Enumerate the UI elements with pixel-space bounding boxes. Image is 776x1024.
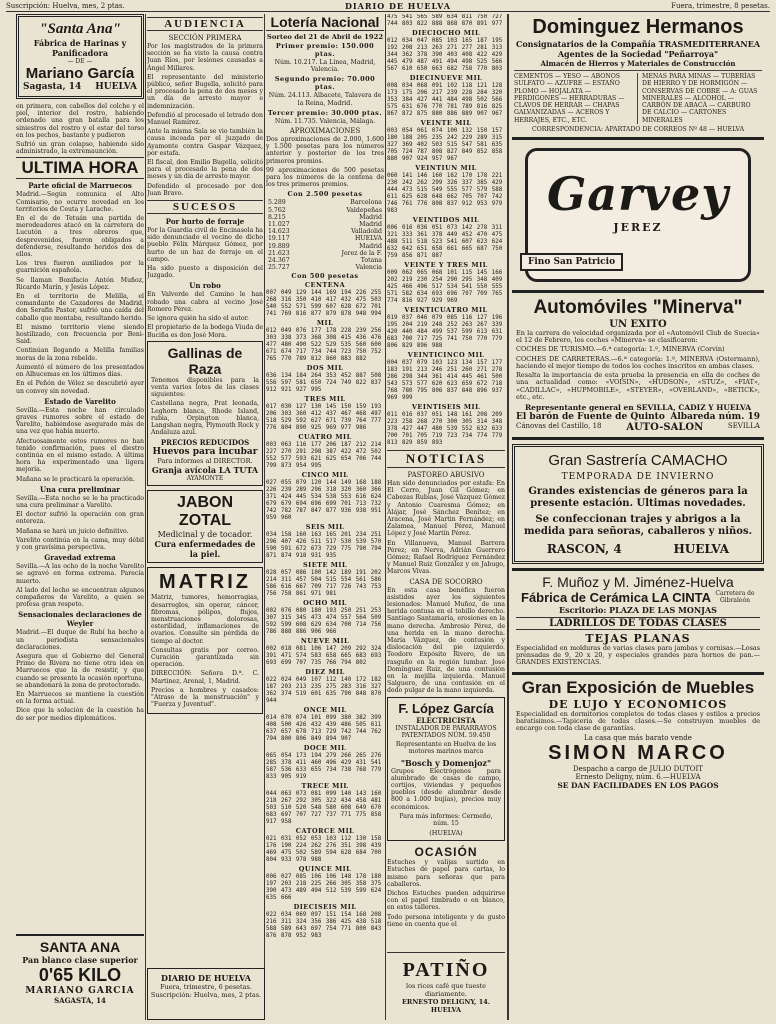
camacho-ad bbox=[512, 444, 764, 564]
ad-text: Medicinal y de tocador. bbox=[157, 530, 253, 540]
patino-title: PATIÑO bbox=[402, 959, 490, 981]
minerva-sub: UN EXITO bbox=[609, 319, 667, 331]
santa-ana-name: "Santa Ana" bbox=[39, 21, 121, 37]
audiencia-heading: AUDIENCIA bbox=[147, 17, 263, 31]
prize-row bbox=[266, 207, 384, 214]
number-group-heading: OCHO MIL bbox=[303, 599, 347, 608]
number-group-heading: ONCE MIL bbox=[303, 706, 347, 715]
running-head-left: Suscripción: Huelva, mes, 2 ptas. bbox=[6, 1, 125, 10]
article-text: Afectuosamente estos rumores no han tenido confirmación, pues el diestro continúa en el mismo estado. A última hora ha experimentado una ligera mejoría. bbox=[16, 437, 144, 474]
prize-number: 19.889 bbox=[268, 242, 290, 250]
article-text: En esta casa benéfica fueron asistidos ayer los siguientes lesionados: Manuel Muñoz, de una herida contusa en el tobillo derecho. Santiago Santamaría, erosiones en la mano derecha. Ambrosio Pérez, de una herida en la mano derecha. María Vázquez, de contusión y dislocación del pie izquierdo. Teodoro Expósito Rivero, de un rasguño en la región lumbar. José Domínguez Ruiz, de una contusión en la mejilla izquierda. Manuel Salguero, de una contusión en el dedo pulgar de la mano izquierda. bbox=[387, 586, 505, 695]
number-list: 014 070 074 101 099 380 382 399 408 500 426 432 439 486 505 611 637 657 678 713 729 742 744 762 794 800 806 849 894 907 bbox=[266, 715, 382, 743]
matriz-ad bbox=[147, 567, 263, 714]
article-text: Madrid.—Según comunica el Alto Comisario, no ocurre novedad en los territorios de Ceuta y Larache. bbox=[16, 191, 144, 213]
ad-text: ELECTRICISTA bbox=[416, 715, 476, 725]
prize-table bbox=[266, 199, 384, 271]
santa-ana-small-ad bbox=[16, 934, 144, 1020]
santa-ana-line1: Fábrica de Harinas y Panificadora bbox=[33, 38, 127, 58]
number-list: 044 063 073 081 099 140 143 160 218 267 292 305 322 434 458 481 503 510 520 548 580 608 649 670 683 697 707 727 737 771 775 858 917 958 bbox=[266, 791, 382, 826]
article-text: Sevilla.—A las ocho de la noche Varelito se agravó en forma extrema. Parecía muerto. bbox=[16, 563, 144, 585]
ad-text: Agentes de la Sociedad "Peñarroya" bbox=[557, 49, 719, 59]
article-text: Dos aproximaciones de 2.000, 1.600 y 1.500 pesetas para los números anterior y posterior de los tres primeros premios. bbox=[266, 136, 384, 165]
section-subtitle: SECCIÓN PRIMERA bbox=[168, 34, 242, 42]
number-list: 002 076 080 180 193 250 251 253 307 315 345 473 474 557 564 509 592 599 608 629 634 700 714 756 786 888 886 906 966 bbox=[266, 608, 382, 636]
article-text: Dice que la solución de la cuestión ha de ser por medios diplomáticos. bbox=[16, 707, 144, 722]
number-list: 012 034 047 085 103 165 187 195 192 208 213 263 271 277 281 313 344 362 378 390 403 408 422 429 445 479 487 491 494 498 525 566 567 610 650 663 682 758 770 803 bbox=[387, 38, 503, 72]
article-text: En el Peñón de Vélez se descubrió ayer un convoy sin novedad. bbox=[16, 380, 144, 395]
prize-detail: Núm. 10.217. La Línea, Madrid, Valencia. bbox=[274, 59, 376, 74]
prize-row bbox=[266, 243, 384, 250]
ad-text: COCHES DE TURISMO.—6.ª categoría: 1.º, MINERVA (Corvin) bbox=[516, 345, 725, 354]
column-rule bbox=[507, 14, 509, 1020]
number-list: 027 055 079 120 144 149 168 188 226 239 289 296 318 320 360 366 371 424 445 534 538 553 616 624 679 679 694 696 699 701 713 732 742 782 787 847 877 936 938 951 959 960 bbox=[266, 480, 382, 522]
ad-text: Cánovas del Castillo, 18 bbox=[516, 421, 602, 430]
number-list: 019 037 046 079 085 116 127 196 195 204 219 248 252 263 267 339 420 440 484 499 537 599 613 631 683 700 717 725 741 750 770 779 806 829 896 988 bbox=[387, 315, 503, 349]
ad-text: HUELVA bbox=[673, 541, 730, 556]
article-text: Mañana se le practicará la operación. bbox=[16, 475, 135, 483]
sucesos-heading: SUCESOS bbox=[147, 200, 263, 214]
number-list: 003 054 061 074 100 132 150 157 180 188 205 235 242 229 289 315 327 369 402 503 515 547 581 635 705 724 787 808 827 849 852 858 880 907 924 957 967 bbox=[387, 128, 503, 162]
santa-ana-small-name: SANTA ANA bbox=[39, 939, 121, 955]
garvey-sub: Fino San Patricio bbox=[520, 253, 623, 271]
column-5 bbox=[512, 14, 764, 1020]
article-text: Sevilla.—Esta noche se le ha practicado una cura preliminar a Varelito. bbox=[16, 494, 144, 509]
prize-group-heading: Con 500 pesetas bbox=[291, 272, 359, 281]
munoz-jimenez-ad bbox=[512, 568, 764, 675]
section-subtitle: Parte oficial de Marruecos bbox=[28, 181, 132, 191]
sorteo-date: Sorteo del 21 de Abril de 1922 bbox=[266, 33, 384, 41]
muebles-ad bbox=[512, 675, 764, 794]
section-subtitle: Estado de Varelito bbox=[44, 396, 116, 406]
prize-number: 5.762 bbox=[268, 206, 286, 214]
prize-row bbox=[266, 235, 384, 242]
number-list: 007 049 129 144 169 194 226 255 268 316 350 410 417 432 475 503 540 552 571 599 607 628 672 701 741 769 816 877 879 878 948 994 bbox=[266, 290, 382, 318]
ad-text: Albareda núm. 19 bbox=[670, 411, 760, 422]
garvey-city: JEREZ bbox=[613, 221, 663, 235]
column-4 bbox=[387, 14, 505, 1020]
section-subtitle: PASTOREO ABUSIVO bbox=[407, 471, 485, 479]
dominguez-ad bbox=[512, 14, 764, 140]
ad-text: El barón de Fuente de Quinto bbox=[516, 411, 665, 422]
prize-place: Barcelona bbox=[350, 199, 382, 207]
article-text: El propietario de la bodega Viuda de Buciña es don José Mora. bbox=[147, 324, 263, 339]
ad-text: Carretera de Gibraleón bbox=[715, 590, 755, 605]
ad-text: TEJAS PLANAS bbox=[585, 631, 691, 645]
running-head-right: Fuera, trimestre, 8 pesetas. bbox=[671, 1, 770, 10]
number-group-heading: VEINTICUATRO MIL bbox=[404, 306, 488, 314]
number-list: 022 034 069 097 151 154 168 208 216 311 324 356 386 425 438 518 588 589 643 697 754 771 800 843 876 878 952 983 bbox=[266, 912, 382, 940]
article-text: En Villanueva, Manuel Barrera Pérez; en Nerva, Adrián Guerrero Gómez; Rafael Rodríguez Fernández y Manuel Ruiz González y en Jabugo, Marcos Vivas. bbox=[387, 539, 505, 576]
ultima-hora-heading: ULTIMA HORA bbox=[16, 157, 144, 179]
diario-line2: Suscripción: Huelva, mes, 2 ptas. bbox=[150, 991, 262, 999]
ad-text: (HUELVA) bbox=[429, 829, 463, 838]
prize-place: Madrid bbox=[359, 242, 382, 250]
number-list: 036 134 184 264 353 452 887 508 556 597 581 650 724 749 822 837 912 921 927 995 bbox=[266, 373, 382, 394]
number-list: 022 024 049 107 112 140 172 182 187 203 213 235 275 283 316 327 362 374 519 601 635 790 848 870 944 bbox=[266, 677, 382, 705]
santa-ana-de: — DE — bbox=[67, 58, 93, 65]
number-list: 006 016 036 051 073 142 278 311 321 333 361 378 449 452 470 475 488 511 518 523 541 607 623 624 632 642 651 658 661 665 687 750 759 856 871 887 bbox=[387, 225, 503, 259]
prize-row bbox=[266, 250, 384, 257]
article-text: Aumentó el número de los presentados en Alhucemas en los últimos días. bbox=[16, 363, 144, 379]
article-text: Por los magistrados de la primera sección se ha visto la causa contra Juan Ríos, por lesiones causadas a Ángel Millares. bbox=[147, 43, 263, 72]
number-group-heading: VEINTE MIL bbox=[420, 119, 472, 127]
article-text: Al lado del lecho se encuentran algunos compañeros de Varelito, a quien se profesa gran respeto. bbox=[16, 586, 144, 609]
article-text: El doctor sufrió la operación con gran entereza. bbox=[16, 511, 144, 526]
ad-text: MENAS PARA MINAS — TUBERÍAS DE HIERRO Y DE HORMIGÓN — CONSERVAS DE COBRE — A: GUAS MINERALES — ALCOHOL — CARBÓN DE ABACÁ — CARBURO DE CALCIO — CARTONES MINERALES bbox=[642, 73, 758, 124]
ad-text: Despacho a cargo de JULIO DUTOIT bbox=[573, 765, 703, 774]
ad-text: SE DAN FACILIDADES EN LOS PAGOS bbox=[557, 781, 719, 791]
ad-text: Huevos para incubar bbox=[152, 447, 258, 458]
simon-title: SIMON MARCO bbox=[548, 742, 728, 765]
number-group-heading: CUATRO MIL bbox=[298, 433, 352, 442]
ad-text: Consultas gratis por correo. Curación garantizada sin operación. bbox=[151, 646, 259, 669]
number-list: 002 018 081 106 147 209 292 324 391 471 574 583 658 665 683 693 693 699 707 735 766 794 802 bbox=[266, 646, 382, 667]
ad-text: DIRECCIÓN: Señora D.ª. C. Martinez, Arenal, 1, Madrid. bbox=[151, 670, 259, 685]
article-text: 99 aproximaciones de 500 pesetas para los números de la centena de los tres primeros premios. bbox=[266, 166, 384, 189]
article-text: El fiscal, don Emilio Bugella, solicitó para el procesado la pena de dos meses y un día de arresto mayor. bbox=[147, 159, 263, 181]
ad-text: Matriz, tumores, hemorragias, desarreglos, sin operar, cáncer, fibromas, pólipos, flujos, menstruaciones dolorosas, esterilidad, inflamaciones de ovarios. Consulte sin pérdida de tiempo al doctor. bbox=[151, 594, 259, 645]
ad-text: ERNESTO DELIGNY, 14. HUELVA bbox=[401, 998, 491, 1014]
ad-text: La casa que más barato vende bbox=[584, 734, 692, 743]
number-group-heading: MIL bbox=[316, 319, 334, 328]
article-text: Han sido denunciados por estafa: En El Cerro, Juan Gil Gómez; en Cabezas Rubias, José Vázquez Gómez y Antonio Cuaresma Gómez; en Alájar, José Sánchez Benítez; en Aracena, José Martin Fernández; en Zalamea, Manuel Pérez, Manuel López y José Martín Pérez. bbox=[387, 480, 505, 538]
santa-ana-small-line1: Pan blanco clase superior bbox=[22, 955, 138, 965]
ad-text: Precios a hombres y casados: "Atraso de la menstruación" y "Fuerza y Juventud". bbox=[151, 686, 259, 709]
ocasion-title: OCASIÓN bbox=[414, 845, 478, 860]
article-text: en primera, con cabellos del colche y el piel, interior del rostro, habiendo ordenado una gran batalla para los siniestros del rostro y el estar del torso en los pechos, bastante y pudieron bbox=[16, 103, 144, 139]
ad-text: Para más informes: Cermeño, núm. 15 bbox=[399, 812, 493, 827]
prize-row bbox=[266, 221, 384, 228]
garvey-label bbox=[525, 148, 751, 282]
section-subtitle: Un robo bbox=[189, 281, 221, 291]
ad-text: Consignatarios de la Compañía TRASMEDITERRANEA bbox=[515, 39, 761, 49]
munoz-title: F. Muñoz y M. Jiménez-Huelva bbox=[542, 573, 734, 590]
ad-text: Escritorio: PLAZA DE LAS MONJAS bbox=[559, 604, 717, 615]
prize-place: Valencia bbox=[355, 264, 382, 272]
number-group-heading: DIEZ MIL bbox=[305, 668, 345, 677]
santa-ana-address: Sagasta, 14 bbox=[23, 82, 82, 92]
garvey-ad bbox=[512, 140, 764, 293]
ad-text: AYAMONTE bbox=[186, 475, 224, 483]
section-subtitle: Una cura preliminar bbox=[40, 484, 120, 494]
article-text: Defendido el procesado por don Juan Bravo. bbox=[147, 182, 263, 197]
ad-text: Almacén de Hierros y Materiales de Construcción bbox=[540, 59, 736, 68]
santa-ana-ad bbox=[16, 14, 144, 99]
ad-text: CORRESPONDENCIA: APARTADO DE CORREOS Nº 48 — HUELVA bbox=[531, 126, 745, 134]
ad-text: Para informes al DIRECTOR. bbox=[157, 457, 253, 466]
number-group-heading: DIECISEIS MIL bbox=[293, 903, 357, 912]
jabon-ad bbox=[147, 490, 263, 563]
number-group-heading: DOCE MIL bbox=[303, 744, 347, 753]
prize-row bbox=[266, 228, 384, 235]
column-2 bbox=[147, 14, 263, 1020]
matriz-title: MATRIZ bbox=[158, 571, 252, 594]
article-text: Madrid.—El duque de Rubí ha hecho a un periodista sensacionales declaraciones. bbox=[16, 629, 144, 651]
article-text: Mañana se hará un juicio definitivo. bbox=[16, 527, 129, 535]
article-text: Sevilla.—Esta noche han circulado graves rumores sobre el estado de Varelito, habiéndose asegurado más de una vez que había muerto. bbox=[16, 406, 144, 436]
number-group-heading: CENTENA bbox=[304, 281, 346, 290]
dominguez-title: Dominguez Hermanos bbox=[532, 16, 744, 38]
number-group-heading: VEINTIDOS MIL bbox=[412, 216, 480, 224]
ad-text: PRECIOS REDUCIDOS bbox=[160, 438, 250, 448]
ad-text: Estuches y valijas surtido en Estuches de papel para cartas, lo mismo para señoras que para caballeros. bbox=[387, 859, 505, 888]
number-list: 475 541 565 589 634 811 750 727 744 803 822 888 868 870 891 977 bbox=[387, 14, 503, 27]
ad-text: Grandes existencias de géneros para la presente estación. Ultimas novedades. bbox=[528, 485, 748, 509]
number-list: 009 062 065 068 101 115 145 166 202 219 230 254 290 295 348 409 425 466 496 517 534 541 550 555 571 582 634 693 696 707 709 765 774 816 927 929 969 bbox=[387, 270, 503, 304]
prize-number: 25.727 bbox=[268, 264, 290, 272]
ocasion-ad bbox=[387, 845, 505, 928]
article-text: Asegura que el Gobierno del General Primo de Rivera no tiene otra idea en Marruecos que la de resistir, y que cuando se presente la ocasión oportuna, se abandonará la zona de protectorado. bbox=[16, 652, 144, 689]
camacho-title: Gran Sastrería CAMACHO bbox=[548, 451, 728, 469]
muebles-sub: DE LUJO Y ECONOMICOS bbox=[548, 697, 728, 711]
article-text: En el de de Tetuán una partida de merodeadores atacó en la carretera de Lucutón a tres obreros que, desprevenidos, fueron obligados a defenderse, resultando heridos dos de ellos. bbox=[16, 215, 144, 259]
ad-text: los rices café que tueste diariamente. bbox=[405, 982, 486, 998]
ad-text: Dichos Estuches pueden adquirirse con el papel timbrado o en blanco, en estos talleres. bbox=[387, 889, 505, 912]
second-prize: Segundo premio: 70.000 ptas. bbox=[274, 75, 376, 92]
prize-row bbox=[266, 257, 384, 264]
number-group-heading: VEINTISEIS MIL bbox=[411, 403, 481, 411]
prize-row bbox=[266, 199, 384, 206]
running-head bbox=[6, 0, 770, 12]
column-rule bbox=[264, 14, 265, 1020]
munoz-fabrica: Fábrica de Cerámica LA CINTA bbox=[521, 589, 711, 605]
number-group-heading: VEINTIUN MIL bbox=[415, 164, 477, 172]
ad-text: Especialidad en molduras de varias clases para jambas y cornisas.—Losas prensadas de 9, 20 x 20, y especiales grandes para hornos de pan.—GRANDES EXISTENCIAS. bbox=[516, 643, 760, 667]
section-subtitle: Por hurto de forraje bbox=[165, 217, 245, 227]
prize-place: Valdepeñas bbox=[346, 206, 382, 214]
number-group-heading: SIETE MIL bbox=[302, 561, 348, 570]
prize-number: 19.117 bbox=[268, 235, 290, 243]
minerva-title: Automóviles "Minerva" bbox=[533, 297, 743, 319]
article-text: Por la Guardia civil de Encinasola ha sido denunciado el vecino de dicho pueblo Félix Márquez Gómez, por hurto de un haz de forraje en el campo. bbox=[147, 227, 263, 263]
ad-text: En la carrera de velocidad organizada por el «Automóvil Club de Suecia» el 12 de Febrero, los coches «Minerva» se clasificaron: bbox=[516, 329, 760, 345]
article-text: Los tres fueron auxiliados por la guarnición española. bbox=[16, 260, 144, 275]
prize-detail: Núm. 24.113. Albacete, Talavera de la Reina, Madrid. bbox=[268, 92, 382, 107]
prize-detail: Núm. 11.735. Valencia, Málaga. bbox=[274, 117, 376, 125]
number-list: 003 063 116 177 206 187 212 214 227 270 291 298 387 422 472 502 552 577 593 621 625 654 706 744 799 873 954 995 bbox=[266, 442, 382, 470]
ad-text: Especialidad en dormitorios completos de todas clases y estilos a precios baratísimos.—Tapicería de todas clases.—Se construyen muebles de encargo con toda clase de garantías. bbox=[516, 709, 760, 732]
ad-text: LADRILLOS DE TODAS CLASES bbox=[516, 617, 760, 630]
column-1 bbox=[16, 14, 144, 1020]
number-group-heading: VEINTE Y TRES MIL bbox=[404, 261, 488, 269]
running-head-title: DIARIO DE HUELVA bbox=[344, 0, 451, 11]
diario-line1: Fuera, trimestre, 6 pesetas. bbox=[160, 983, 252, 991]
ad-text: Ernesto Deligny, núm. 6.—HUELVA bbox=[575, 773, 701, 782]
diario-subscription-box bbox=[147, 968, 265, 1020]
third-prize: Tercer premio: 30.000 ptas. bbox=[267, 108, 383, 117]
number-group-heading: QUINCE MIL bbox=[298, 865, 352, 874]
ad-text: Grupos Electrógenos para alumbrado de casas de campo, cortijos, viviendas y pequeños pueblos (desde alumbrar desde 800 a 1.000 bujías), precios muy económicos. bbox=[391, 767, 501, 811]
article-text: En el territorio de Melilla, el comandante de Cazadores de Madrid, don Serafin Pastor, sufrió una caída del caballo que montaba, resultando herido. bbox=[16, 293, 144, 322]
article-text: El representante del ministerio público, señor Bugella, solicitó para el procesado la pena de dos meses y un día de arresto mayor e indemnización. bbox=[147, 73, 263, 110]
number-list: 008 034 068 091 102 118 121 128 173 175 206 217 239 228 284 320 353 384 427 441 484 498 502 566 575 631 676 770 781 789 816 825 867 872 875 880 886 889 907 967 bbox=[387, 83, 503, 117]
number-list: 012 049 076 177 178 228 239 256 303 338 373 368 308 415 436 476 477 480 490 522 529 535 560 600 671 674 717 734 744 723 750 752 765 770 789 812 860 883 882 bbox=[266, 328, 382, 363]
prize-number: 8.215 bbox=[268, 213, 286, 221]
ad-text: Granja avícola LA TUTA bbox=[151, 465, 259, 476]
prize-number: 21.623 bbox=[268, 249, 290, 257]
prize-number: 24.367 bbox=[268, 257, 290, 265]
prize-row bbox=[266, 264, 384, 271]
minerva-ad bbox=[512, 293, 764, 440]
number-list: 065 054 173 194 279 266 265 276 285 378 411 460 496 429 431 541 587 536 633 655 734 738 768 779 833 905 919 bbox=[266, 753, 382, 781]
prize-place: Totana bbox=[360, 257, 382, 265]
ad-text: INSTALADOR DE PARARRAYOS PATENTADOS NÚM. 59.450 bbox=[395, 724, 497, 739]
prize-group-heading: Con 2.500 pesetas bbox=[287, 190, 363, 199]
ad-text: Resalta la importancia de esta prueba la presencia en ella de coches de una actualidad como: «VOISIN», «HUDSON», «STUZ», «FIAT», «CADILLAC», «HUPMOBILE», «STEYER», «OVERLAND», «BETICK», etc., etc. bbox=[516, 371, 760, 401]
number-group-heading: DIECINUEVE MIL bbox=[409, 74, 483, 82]
number-list: 017 030 127 130 145 150 159 193 206 303 360 412 437 467 468 497 518 529 592 627 671 739 764 777 776 804 890 925 969 977 986 bbox=[266, 404, 382, 432]
diario-title: DIARIO DE HUELVA bbox=[161, 973, 251, 983]
article-text: Defendió al procesado el letrado don Manuel Ramírez. bbox=[147, 111, 263, 127]
prize-place: Madrid bbox=[359, 213, 382, 221]
santa-ana-owner: Mariano García bbox=[25, 65, 135, 82]
ad-text: "Bosch y Domenjoz" bbox=[400, 757, 492, 768]
ad-text: Todo persona inteligente y de gusto tiene en cuenta que el bbox=[387, 913, 505, 928]
lopez-title: F. López García bbox=[398, 700, 494, 716]
noticias-heading: NOTICIAS bbox=[387, 450, 505, 468]
number-list: 004 037 079 103 123 134 157 177 183 191 213 246 251 260 271 278 286 298 344 361 414 445 461 500 543 573 577 620 623 659 672 718 768 780 795 806 837 848 896 937 969 999 bbox=[387, 360, 503, 401]
article-text: Se llaman Bonifacio Antón Muñoz, Ricardo Marín, y Jesús López. bbox=[16, 276, 144, 291]
ad-text: Castellana negra, Prat leonada, Leghorn blanca, Rhode Island, rubia, Orpington blanca, Langshan negra, Plymouth Rock y Andaluza azul. bbox=[151, 400, 259, 437]
first-prize: Primer premio: 150.000 ptas. bbox=[275, 42, 375, 58]
number-group-heading: DIECIOCHO MIL bbox=[411, 29, 481, 37]
article-text: Continúan llegando a Melilla familias moras de la zona rebelde. bbox=[16, 347, 144, 362]
santa-ana-small-owner: MARIANO GARCIA bbox=[25, 986, 135, 996]
prize-number: 11.027 bbox=[268, 221, 290, 229]
article-text: En Valverde del Camino le han robado una cabra al vecino José Romero Pérez. bbox=[147, 291, 263, 313]
article-text: Sufrió un gran colapso, habiendo sido administrado, la extremaunción. bbox=[16, 141, 144, 156]
number-list: 028 057 086 100 142 189 191 202 214 311 457 504 515 554 561 586 586 616 667 709 717 726 743 753 756 758 861 971 981 bbox=[266, 570, 382, 598]
number-group-heading: DOS MIL bbox=[306, 364, 344, 373]
patino-ad bbox=[387, 952, 505, 1019]
number-group-heading: VEINTICINCO MIL bbox=[407, 351, 485, 359]
article-text: Varelito continúa en la cama, muy débil y con gravísima perspectiva. bbox=[16, 536, 144, 551]
number-list: 021 031 052 053 103 112 130 158 176 190 224 262 276 351 398 439 469 475 502 589 594 628 684 700 804 933 978 988 bbox=[266, 836, 382, 864]
loteria-heading: Lotería Nacional bbox=[266, 14, 384, 31]
ad-text: CEMENTOS — YESO — ABONOS SULFATO — AZUFRE — ESTAÑO PLOMO — HOJALATA — PERDIGONES — HERRADURAS — CLAVOS DE HERRAR — CHAPAS GALVANIZADAS — ACEROS Y HERRAJES, ETC., ETC. bbox=[514, 73, 638, 124]
prize-place: Valladolid bbox=[351, 228, 382, 236]
gallinas-title: Gallinas de Raza bbox=[167, 344, 243, 377]
number-group-heading: CINCO MIL bbox=[301, 471, 349, 480]
santa-ana-city: HUELVA bbox=[95, 82, 137, 92]
section-subtitle: Sensacionales declaraciones de Weyler bbox=[18, 610, 142, 629]
prize-row bbox=[266, 214, 384, 221]
number-list: 011 016 037 051 148 161 208 209 223 258 268 270 300 305 314 348 378 427 447 480 539 552 632 633 700 701 705 719 723 734 774 779 813 829 859 893 bbox=[387, 412, 503, 446]
number-list: 006 027 085 106 106 148 178 180 197 203 218 225 266 305 358 375 390 473 489 494 512 539 599 624 635 666 bbox=[266, 874, 382, 902]
number-group-heading: TRECE MIL bbox=[301, 782, 349, 791]
number-group-heading: TRES MIL bbox=[304, 395, 346, 404]
ad-text: Representante en Huelva de los motores marinos marca bbox=[395, 741, 497, 756]
ad-text: RASCON, 4 bbox=[546, 541, 622, 556]
number-group-heading: CATORCE MIL bbox=[295, 827, 355, 836]
aproximaciones-heading: APROXIMACIONES bbox=[289, 127, 361, 136]
article-text: En Marruecos se mantiene la cuestión en la forma actual. bbox=[16, 691, 144, 706]
jabon-title: JABON ZOTAL bbox=[176, 494, 233, 530]
santa-ana-small-address: SAGASTA, 14 bbox=[54, 996, 106, 1005]
number-list: 060 141 146 160 162 170 178 221 230 242 262 299 326 337 385 429 444 473 515 549 555 577 579 588 611 625 628 648 662 705 707 742 746 761 776 808 837 912 953 979 983 bbox=[387, 173, 503, 214]
prize-place: Jerez de la F. bbox=[341, 249, 382, 257]
ad-text: SEVILLA bbox=[727, 421, 760, 430]
column-rule bbox=[145, 14, 146, 1020]
ad-text: Se confeccionan trajes y abrigos a la medida para señoras, caballeros y niños. bbox=[523, 513, 753, 537]
ad-text: Representante general en SEVILLA, CADIZ Y HUELVA bbox=[524, 402, 752, 412]
number-group-heading: NUEVE MIL bbox=[300, 637, 350, 646]
muebles-title: Gran Exposición de Muebles bbox=[521, 677, 755, 697]
gallinas-ad bbox=[147, 341, 263, 487]
article-text: El mismo territorio viene siendo hostilizado, con frecuencia por Beni-Said. bbox=[16, 323, 144, 346]
garvey-title: Garvey bbox=[546, 167, 730, 222]
section-subtitle: Gravedad extrema bbox=[44, 553, 116, 563]
article-text: Ante la misma Sala se vio también la causa incoada por el juzgado de Ayamonte contra Gaspar Vázquez, por estafa. bbox=[147, 128, 263, 157]
article-text: Ha sido puesto a disposición del Juzgado. bbox=[147, 265, 263, 280]
number-group-heading: SEIS MIL bbox=[305, 523, 345, 532]
santa-ana-small-price: 0'65 KILO bbox=[38, 965, 122, 985]
prize-number: 5.289 bbox=[268, 199, 286, 207]
prize-place: HUELVA bbox=[354, 235, 382, 243]
ad-text: Tenemos disponibles para la venta varios lotes de las clases siguientes: bbox=[151, 376, 259, 399]
ad-text: COCHES DE CARRETERAS.—6.ª categoría: 1.º, MINERVA (Ostermann), haciendo el mejor tiempo de todos los coches inscritos en ambas clases. bbox=[516, 354, 760, 370]
number-list: 034 158 160 163 165 201 234 251 296 407 426 511 517 530 539 570 590 591 672 673 729 775 790 794 871 874 918 931 935 bbox=[266, 532, 382, 560]
article-text: Se ignora quién ha sido el autor. bbox=[147, 315, 249, 323]
ad-text: AUTO-SALON bbox=[626, 421, 704, 433]
camacho-sub: TEMPORADA DE INVIERNO bbox=[561, 471, 715, 482]
prize-place: Madrid bbox=[359, 221, 382, 229]
column-rule bbox=[385, 14, 386, 1020]
ad-text: Cura enfermedades de la piel. bbox=[154, 539, 256, 560]
lopez-garcia-ad bbox=[387, 697, 505, 841]
column-3 bbox=[266, 14, 384, 1020]
section-subtitle: CASA DE SOCORRO bbox=[409, 577, 483, 586]
prize-number: 14.623 bbox=[268, 228, 290, 236]
